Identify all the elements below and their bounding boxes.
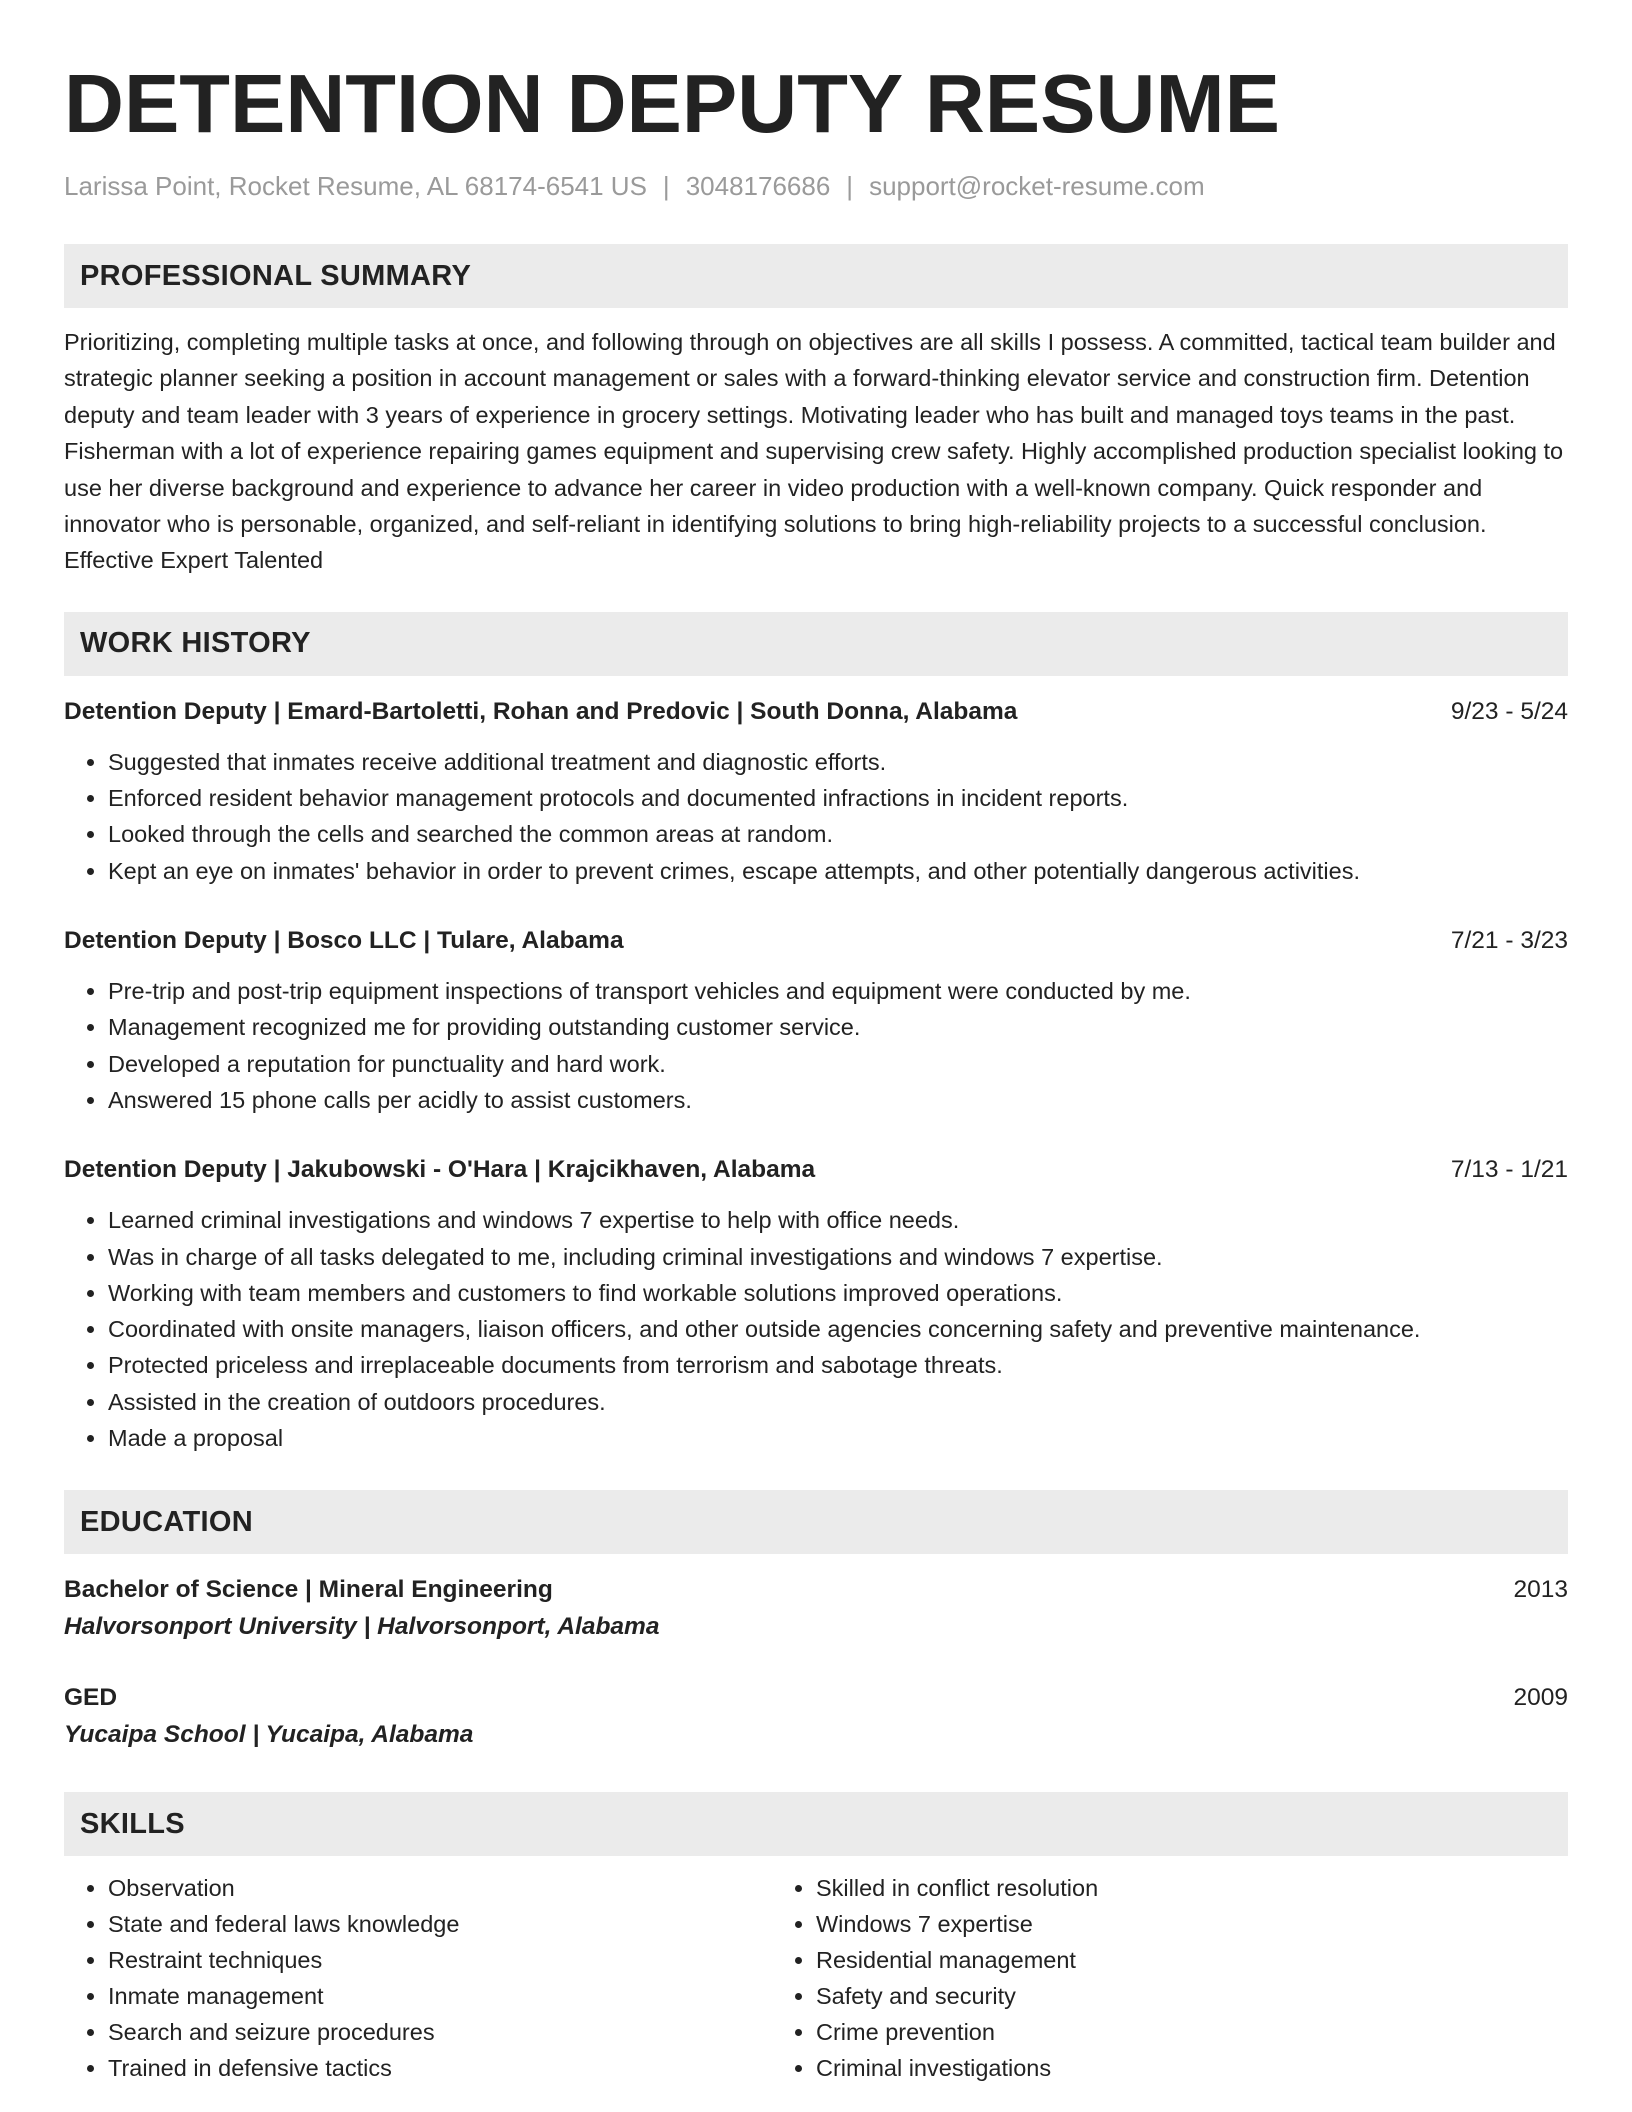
- job-bullet: • Made a proposal: [108, 1420, 1568, 1456]
- job-bullet: • Was in charge of all tasks delegated to me, including criminal investigations and windows 7 expertise.: [108, 1239, 1568, 1275]
- contact-line: [64, 168, 1568, 204]
- education-entry: [64, 1572, 1568, 1646]
- job-bullet: • Enforced resident behavior management protocols and documented infractions in incident reports.: [108, 780, 1568, 816]
- job-entry: [64, 1152, 1568, 1456]
- contact-email: support@rocket-resume.com: [869, 171, 1205, 201]
- job-title: Detention Deputy | Jakubowski - O'Hara | Krajcikhaven, Alabama: [64, 1156, 816, 1184]
- job-bullet: • Kept an eye on inmates' behavior in order to prevent crimes, escape attempts, and other potentially dangerous activities.: [108, 853, 1568, 889]
- job-bullet: • Looked through the cells and searched the common areas at random.: [108, 816, 1568, 852]
- skill-item: • Safety and security: [816, 1978, 1524, 2014]
- job-bullet: • Developed a reputation for punctuality and hard work.: [108, 1046, 1568, 1082]
- resume-title: DETENTION DEPUTY RESUME: [64, 57, 1280, 150]
- skill-item: • Crime prevention: [816, 2014, 1524, 2050]
- skill-item: • Skilled in conflict resolution: [816, 1870, 1524, 1906]
- job-bullet: • Management recognized me for providing outstanding customer service.: [108, 1009, 1568, 1045]
- job-bullet: • Pre-trip and post-trip equipment inspections of transport vehicles and equipment were conducted by me.: [108, 973, 1568, 1009]
- job-bullets: [64, 744, 1568, 889]
- summary-heading: PROFESSIONAL SUMMARY: [64, 244, 1568, 308]
- job-bullet: • Coordinated with onsite managers, liaison officers, and other outside agencies concerning safety and preventive maintenance.: [108, 1311, 1568, 1347]
- work-history-section: [64, 612, 1568, 1456]
- job-title: Detention Deputy | Bosco LLC | Tulare, Alabama: [64, 927, 624, 955]
- job-entry: [64, 923, 1568, 1118]
- skills-heading: SKILLS: [64, 1792, 1568, 1856]
- skill-item: • Search and seizure procedures: [108, 2014, 816, 2050]
- education-year: 2013: [1513, 1576, 1568, 1604]
- skills-columns: [64, 1870, 1568, 2086]
- education-year: 2009: [1513, 1684, 1568, 1712]
- skill-item: • Residential management: [816, 1942, 1524, 1978]
- skill-item: • Windows 7 expertise: [816, 1906, 1524, 1942]
- job-bullet: • Assisted in the creation of outdoors procedures.: [108, 1384, 1568, 1420]
- job-dates: 7/21 - 3/23: [1450, 927, 1568, 955]
- education-header: [64, 1680, 1568, 1716]
- job-bullet: • Protected priceless and irreplaceable documents from terrorism and sabotage threats.: [108, 1347, 1568, 1383]
- education-entry: [64, 1680, 1568, 1754]
- education-school: Yucaipa School | Yucaipa, Alabama: [64, 1721, 474, 1749]
- summary-text: Prioritizing, completing multiple tasks at once, and following through on objectives are all skills I possess. A committed, tactical team builder and strategic planner seeking a position in account management or sales with a forward-thinking elevator service and construction firm. Detention deputy and team leader with 3 years of experience in grocery settings. Motivating leader who has built and managed toys teams in the past. Fisherman with a lot of experience repairing games equipment and supervising crew safety. Highly accomplished production specialist looking to use her diverse background and experience to advance her career in video production with a well-known company. Quick responder and innovator who is personable, organized, and self-reliant in identifying solutions to bring high-reliability projects to a successful conclusion. Effective Expert Talented: [64, 329, 1564, 574]
- education-section: [64, 1490, 1568, 1754]
- job-entry: [64, 694, 1568, 889]
- contact-address: Larissa Point, Rocket Resume, AL 68174-6541 US: [64, 171, 647, 201]
- work-history-heading: WORK HISTORY: [64, 612, 1568, 676]
- education-heading: EDUCATION: [64, 1490, 1568, 1554]
- job-bullet: • Working with team members and customers to find workable solutions improved operations.: [108, 1275, 1568, 1311]
- skill-item: • State and federal laws knowledge: [108, 1906, 816, 1942]
- job-bullet: • Answered 15 phone calls per acidly to assist customers.: [108, 1082, 1568, 1118]
- job-bullets: [64, 973, 1568, 1118]
- contact-separator: |: [846, 171, 854, 201]
- job-dates: 7/13 - 1/21: [1450, 1156, 1568, 1184]
- job-header: [64, 1152, 1568, 1188]
- skills-list-left: [64, 1870, 816, 2086]
- skill-item: • Criminal investigations: [816, 2050, 1524, 2086]
- job-dates: 9/23 - 5/24: [1450, 697, 1568, 725]
- job-header: [64, 923, 1568, 959]
- job-bullet: • Suggested that inmates receive additional treatment and diagnostic efforts.: [108, 744, 1568, 780]
- education-school: Halvorsonport University | Halvorsonport, Alabama: [64, 1613, 660, 1641]
- contact-phone: 3048176686: [685, 171, 831, 201]
- skill-item: • Trained in defensive tactics: [108, 2050, 816, 2086]
- job-bullet: • Learned criminal investigations and windows 7 expertise to help with office needs.: [108, 1202, 1568, 1238]
- skill-item: • Inmate management: [108, 1978, 816, 2014]
- job-header: [64, 694, 1568, 730]
- skill-item: • Observation: [108, 1870, 816, 1906]
- skill-item: • Restraint techniques: [108, 1942, 816, 1978]
- summary-section: [64, 244, 1568, 579]
- skills-list-right: [772, 1870, 1524, 2086]
- skills-section: [64, 1792, 1568, 2086]
- education-degree: Bachelor of Science | Mineral Engineering: [64, 1576, 553, 1604]
- education-header: [64, 1572, 1568, 1608]
- education-degree: GED: [64, 1684, 118, 1712]
- job-title: Detention Deputy | Emard-Bartoletti, Rohan and Predovic | South Donna, Alabama: [64, 697, 1018, 725]
- contact-separator: |: [662, 171, 670, 201]
- job-bullets: [64, 1202, 1568, 1456]
